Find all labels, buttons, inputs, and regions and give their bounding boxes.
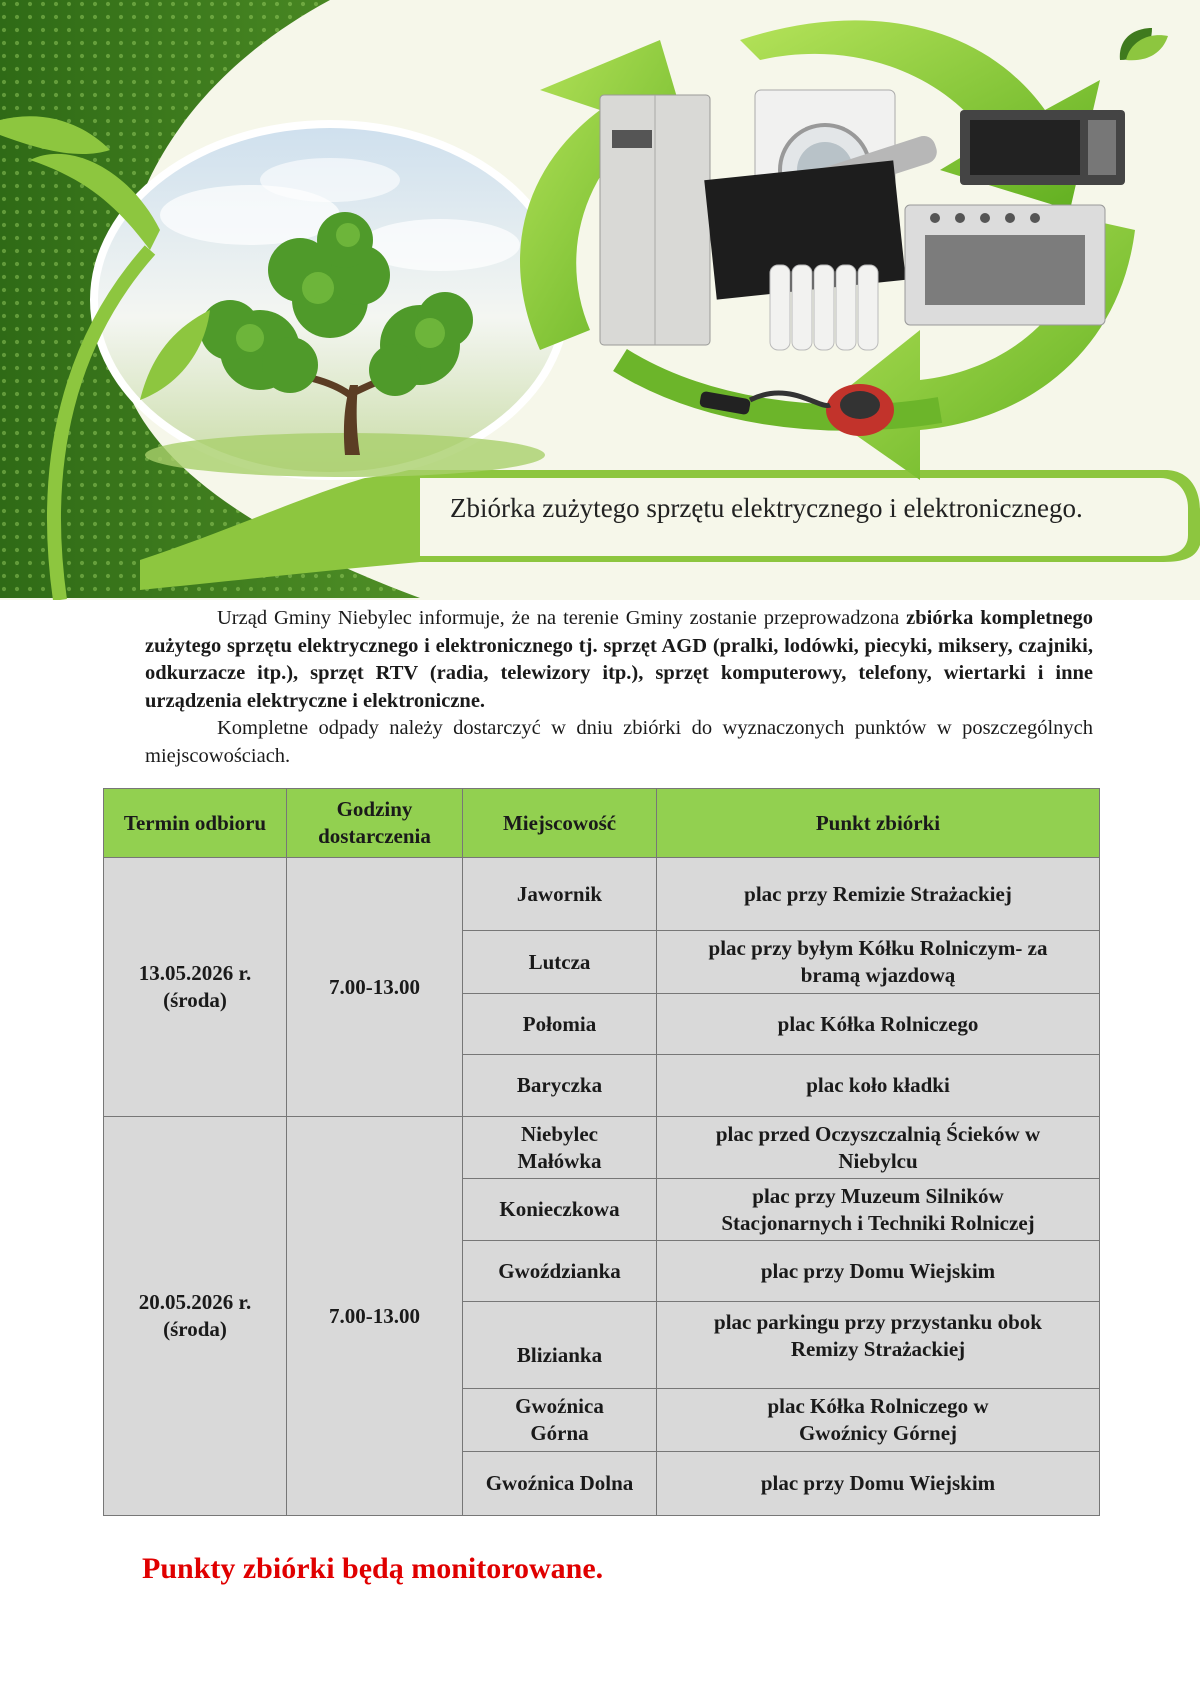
monitoring-notice: Punkty zbiórki będą monitorowane. <box>142 1552 604 1585</box>
point-cell: plac przy Muzeum Silników Stacjonarnych i Techniki Rolniczej <box>657 1179 1100 1241</box>
place-cell: Gwoźnica Dolna <box>463 1452 657 1516</box>
place-cell: Jawornik <box>463 858 657 931</box>
header-hours: Godziny dostarczenia <box>287 789 463 858</box>
intro-text-plain: Urząd Gminy Niebylec informuje, że na terenie Gminy zostanie przeprowadzona <box>217 607 907 629</box>
point-cell: plac przy byłym Kółku Rolniczym- za bramą wjazdową <box>657 931 1100 994</box>
date-value: 20.05.2026 r. <box>138 1290 252 1314</box>
point-cell: plac przy Domu Wiejskim <box>657 1452 1100 1516</box>
point-cell: plac Kółka Rolniczego <box>657 994 1100 1055</box>
day-value: (środa) <box>163 1317 227 1341</box>
point-cell: plac przed Oczyszczalnią Ścieków w Niebylcu <box>657 1117 1100 1179</box>
point-cell: plac przy Domu Wiejskim <box>657 1241 1100 1302</box>
intro-text-bold: zbiórka kompletnego zużytego sprzętu elektrycznego i elektronicznego tj. sprzęt AGD (pralki, lodówki, piecyki, miksery, czajniki, odkurzacze itp.), sprzęt RTV (radia, telewizory itp.), sprzęt komputerowy, telefony, wiertarki i inne urządzenia elektryczne i elektroniczne. <box>145 607 1093 712</box>
table-row <box>104 858 1100 931</box>
header-term: Termin odbioru <box>104 789 287 858</box>
place-cell: Blizianka <box>463 1302 657 1389</box>
point-cell: plac Kółka Rolniczego w Gwoźnicy Górnej <box>657 1389 1100 1452</box>
intro-paragraph-1 <box>145 605 1093 715</box>
place-cell: Baryczka <box>463 1055 657 1117</box>
header-place: Miejscowość <box>463 789 657 858</box>
place-cell: Połomia <box>463 994 657 1055</box>
place-cell: Lutcza <box>463 931 657 994</box>
point-cell: plac przy Remizie Strażackiej <box>657 858 1100 931</box>
date-value: 13.05.2026 r. <box>138 961 252 985</box>
table-header-row <box>104 789 1100 858</box>
hours-cell: 7.00-13.00 <box>287 1117 463 1516</box>
hours-cell: 7.00-13.00 <box>287 858 463 1117</box>
header-point: Punkt zbiórki <box>657 789 1100 858</box>
intro-text <box>145 605 1093 770</box>
date-cell <box>104 1117 287 1516</box>
place-cell: Niebylec Małówka <box>463 1117 657 1179</box>
place-cell: Gwoźnica Górna <box>463 1389 657 1452</box>
point-cell: plac koło kładki <box>657 1055 1100 1117</box>
intro-paragraph-2: Kompletne odpady należy dostarczyć w dniu zbiórki do wyznaczonych punktów w poszczególnych miejscowościach. <box>145 717 1093 767</box>
place-cell: Gwoździanka <box>463 1241 657 1302</box>
table-row <box>104 1117 1100 1179</box>
header-banner <box>0 0 1200 600</box>
place-cell: Konieczkowa <box>463 1179 657 1241</box>
date-cell <box>104 858 287 1117</box>
banner-title: Zbiórka zużytego sprzętu elektrycznego i elektronicznego. <box>450 493 1083 523</box>
collection-schedule-table <box>103 788 1100 1516</box>
point-cell: plac parkingu przy przystanku obok Remizy Strażackiej <box>657 1302 1100 1389</box>
day-value: (środa) <box>163 988 227 1012</box>
